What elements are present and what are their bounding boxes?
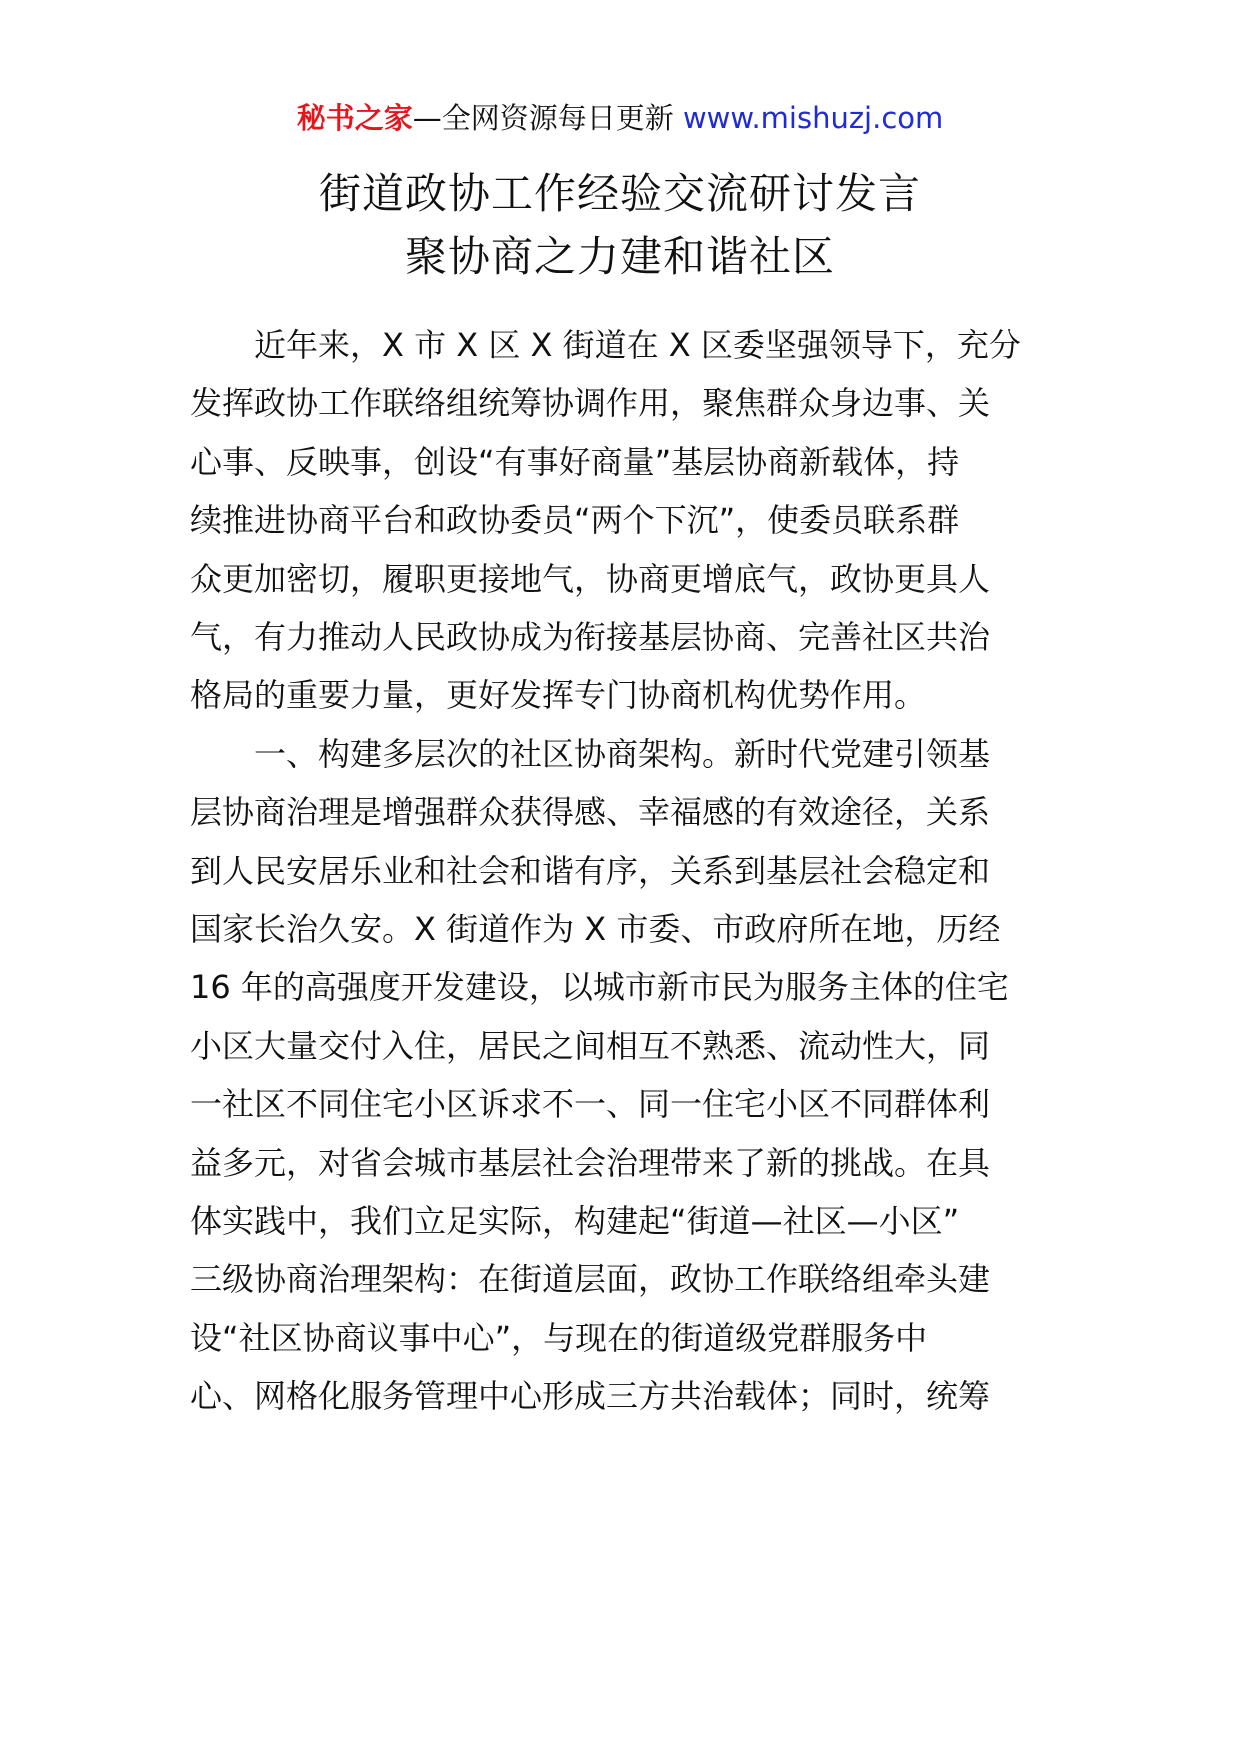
body-line: 三级协商治理架构：在街道层面，政协工作联络组牵头建: [190, 1260, 991, 1299]
body-line: 设“社区协商议事中心”，与现在的街道级党群服务中: [190, 1318, 928, 1357]
body-line: 发挥政协工作联络组统筹协调作用，聚焦群众身边事、关: [190, 384, 991, 423]
body-line: 层协商治理是增强群众获得感、幸福感的有效途径，关系: [190, 793, 991, 832]
document-subtitle: 聚协商之力建和谐社区: [404, 232, 835, 281]
body-line: 小区大量交付入住，居民之间相互不熟悉、流动性大，同: [190, 1026, 991, 1065]
body-line: 心事、反映事，创设“有事好商量”基层协商新载体，持: [190, 442, 960, 481]
body-line: 一、构建多层次的社区协商架构。新时代党建引领基: [190, 734, 991, 773]
body-line: 气，有力推动人民政协成为衔接基层协商、完善社区共治: [190, 618, 991, 656]
body-line: 到人民安居乐业和社会和谐有序，关系到基层社会稳定和: [190, 851, 991, 890]
body-line: 16 年的高强度开发建设，以城市新市民为服务主体的住宅: [190, 968, 1009, 1007]
site-tagline: —全网资源每日更新: [412, 101, 683, 135]
body-line: 国家长治久安。X 街道作为 X 市委、市政府所在地，历经: [190, 910, 1001, 948]
body-line: 心、网格化服务管理中心形成三方共治载体；同时，统筹: [190, 1377, 991, 1416]
body-line: 近年来，X 市 X 区 X 街道在 X 区委坚强领导下，充分: [190, 326, 1021, 364]
body-line: 众更加密切，履职更接地气，协商更增底气，政协更具人: [190, 559, 991, 598]
site-url-link[interactable]: www.mishuzj.com: [682, 101, 944, 135]
site-header: [0, 98, 1240, 138]
body-line: 续推进协商平台和政协委员“两个下沉”，使委员联系群: [190, 501, 960, 540]
body-line: 益多元，对省会城市基层社会治理带来了新的挑战。在具: [190, 1143, 991, 1182]
site-brand: 秘书之家: [296, 101, 413, 135]
body-line: 体实践中，我们立足实际，构建起“街道—社区—小区”: [190, 1202, 960, 1240]
document-title: 街道政协工作经验交流研讨发言: [318, 169, 921, 218]
body-line: 格局的重要力量，更好发挥专门协商机构优势作用。: [190, 676, 927, 715]
body-line: 一社区不同住宅小区诉求不一、同一住宅小区不同群体利: [190, 1085, 991, 1124]
